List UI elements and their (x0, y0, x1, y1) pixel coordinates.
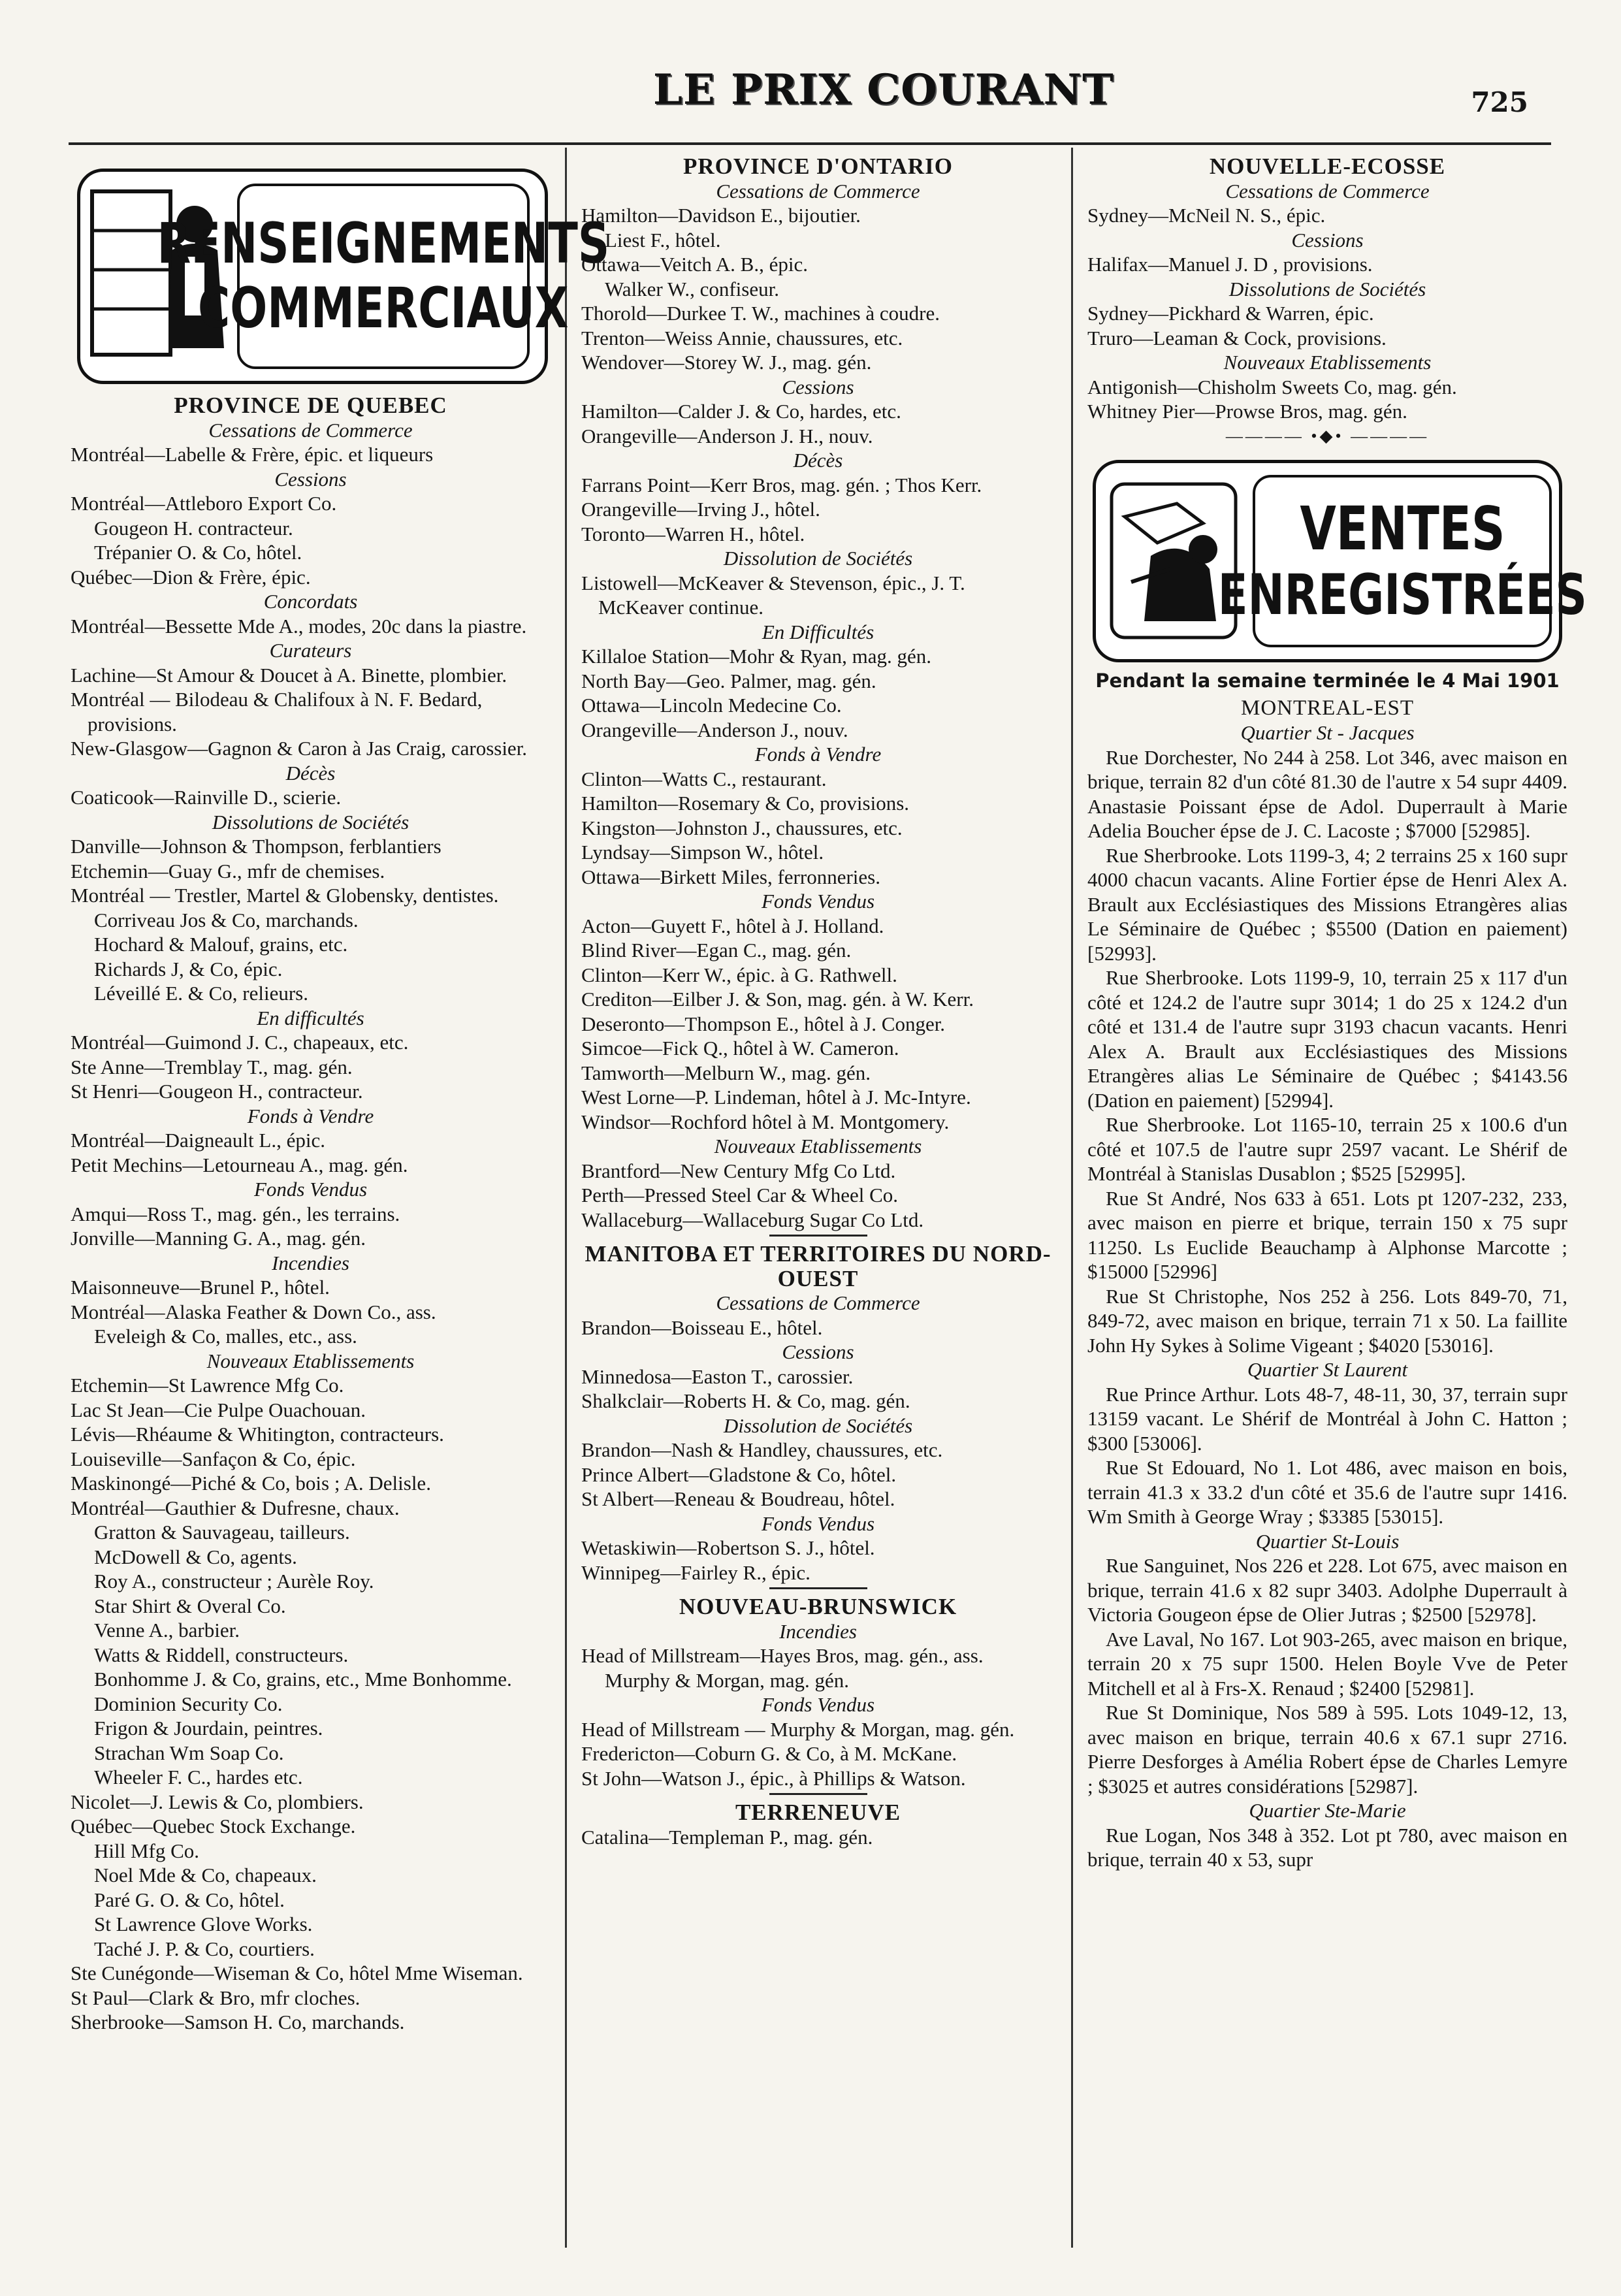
section-heading: TERRENEUVE (735, 1800, 901, 1825)
subsection-heading: Fonds Vendus (761, 890, 875, 913)
subsection-heading: Nouveaux Etablissements (714, 1135, 922, 1157)
listing-entry: Richards J, & Co, épic. (94, 957, 283, 980)
banner-ventes (1093, 460, 1587, 662)
listing-entry: Kingston—Johnston J., chaussures, etc. (581, 816, 903, 839)
listing-entry: Blind River—Egan C., mag. gén. (581, 939, 852, 962)
listing-entry: Deseronto—Thompson E., hôtel à J. Conger. (581, 1012, 946, 1035)
listing-entry: Trépanier O. & Co, hôtel. (94, 541, 302, 564)
banner-line-2: ENREGISTRÉES (1217, 562, 1587, 628)
listing-entry: Eveleigh & Co, malles, etc., ass. (94, 1325, 357, 1348)
listing-entry: Orangeville—Anderson J., nouv. (581, 718, 848, 741)
ornament-divider: ———— •◆• ———— (1225, 426, 1430, 445)
listing-entry: Fredericton—Coburn G. & Co, à M. McKane. (581, 1742, 957, 1765)
listing-entry: Clinton—Watts C., restaurant. (581, 767, 827, 790)
listing-entry: Whitney Pier—Prowse Bros, mag. gén. (1087, 400, 1407, 423)
listing-entry: Truro—Leaman & Cock, provisions. (1087, 326, 1387, 349)
property-sale-entry: Rue Sherbrooke. Lot 1165-10, terrain 25 x 100.6 d'un côté et 107.5 de l'autre supr 2597 vacant. Le Shérif de Montréal à Stanislas Dusablon ; $525 [52995]. (1087, 1113, 1567, 1185)
subsection-heading: Fonds Vendus (761, 1693, 875, 1716)
property-sale-entry: Ave Laval, No 167. Lot 903-265, avec maison en brique, terrain 20 x 75 supr 1500. Helen Boyle Vve de Peter Mitchell et al à Frs-X. Renaud ; $2400 [52981]. (1087, 1627, 1567, 1700)
listing-entry: New-Glasgow—Gagnon & Caron à Jas Craig, carossier. (71, 737, 528, 760)
listing-entry: Dominion Security Co. (94, 1692, 283, 1715)
listing-entry: Lac St Jean—Cie Pulpe Ouachouan. (71, 1398, 366, 1421)
listing-entry: Murphy & Morgan, mag. gén. (605, 1668, 849, 1692)
listing-entry: Liest F., hôtel. (605, 228, 721, 251)
subsection-heading: Décès (793, 449, 843, 472)
listing-entry: Killaloe Station—Mohr & Ryan, mag. gén. (581, 645, 932, 668)
listing-entry: St John—Watson J., épic., à Phillips & Watson. (581, 1766, 966, 1790)
column-nova-scotia-sales (1087, 154, 1587, 1872)
listing-entry: Noel Mde & Co, chapeaux. (94, 1864, 317, 1886)
listing-entry: Listowell—McKeaver & Stevenson, épic., J. T. McKeaver continue. (581, 571, 965, 619)
sales-entries (1087, 669, 1567, 1872)
listing-entry: Hamilton—Rosemary & Co, provisions. (581, 792, 910, 815)
banner-text-box (157, 184, 610, 369)
property-sale-entry: Rue Dorchester, No 244 à 258. Lot 346, avec maison en brique, terrain 82 d'un côté 81.30 de l'autre x 54 supr 4409. Anastasie Poissant épse de Adol. Duperrault à Marie Adelia Boucher épse de J. C. Lacoste ; $7000 [52985]. (1087, 745, 1567, 842)
listing-entry: Ottawa—Lincoln Medecine Co. (581, 694, 842, 717)
listing-entry: Ste Cunégonde—Wiseman & Co, hôtel Mme Wiseman. (71, 1962, 523, 1984)
header-rule (69, 142, 1551, 145)
listing-entry: Head of Millstream—Hayes Bros, mag. gén., ass. (581, 1644, 984, 1667)
listing-entry: Simcoe—Fick Q., hôtel à W. Cameron. (581, 1037, 899, 1059)
listing-entry: Clinton—Kerr W., épic. à G. Rathwell. (581, 963, 897, 986)
listing-entry: Brantford—New Century Mfg Co Ltd. (581, 1159, 896, 1182)
subsection-heading: Dissolution de Sociétés (723, 1414, 913, 1437)
property-sale-entry: Rue St André, Nos 633 à 651. Lots pt 1207-232, 233, avec maison en pierre et brique, terrain 150 x 75 supr 11250. Ls Euclide Beauchamp à Alphonse Marcotte ; $15000 [52996] (1087, 1186, 1567, 1283)
page-number: 725 (1471, 86, 1528, 118)
listing-entry: Lévis—Rhéaume & Whitington, contracteurs. (71, 1423, 444, 1446)
listing-entry: Hochard & Malouf, grains, etc. (94, 933, 348, 956)
listing-entry: Québec—Dion & Frère, épic. (71, 565, 311, 589)
listing-entry: Brandon—Boisseau E., hôtel. (581, 1316, 823, 1339)
column-quebec (71, 154, 610, 2035)
listing-entry: Orangeville—Irving J., hôtel. (581, 498, 820, 521)
subsection-heading: Dissolution de Sociétés (723, 547, 913, 570)
property-sale-entry: Rue Sanguinet, Nos 226 et 228. Lot 675, avec maison en brique, terrain 41.6 x 82 supr 3403. Adolphe Duperrault à Victoria Gougeon épse de Olier Jutras ; $2500 [52978]. (1087, 1554, 1567, 1626)
listing-entry: Tamworth—Melburn W., mag. gén. (581, 1061, 871, 1084)
listing-entry: Walker W., confiseur. (605, 277, 779, 300)
listing-entry: Minnedosa—Easton T., carossier. (581, 1365, 854, 1388)
property-sale-entry: Rue St Christophe, Nos 252 à 256. Lots 849-70, 71, 849-72, avec maison en brique, terrain 71 x 50. La faillite John Hy Sykes à Solime Vigeant ; $4020 [53016]. (1087, 1284, 1567, 1357)
listing-entry: Toronto—Warren H., hôtel. (581, 522, 805, 545)
listing-entry: Head of Millstream — Murphy & Morgan, mag. gén. (581, 1717, 1015, 1741)
nova-scotia-entries (1087, 154, 1567, 448)
listing-entry: Farrans Point—Kerr Bros, mag. gén. ; Thos Kerr. (581, 473, 982, 496)
listing-entry: Lachine—St Amour & Doucet à A. Binette, plombier. (71, 663, 507, 687)
listing-entry: Nicolet—J. Lewis & Co, plombiers. (71, 1790, 364, 1813)
listing-entry: Brandon—Nash & Handley, chaussures, etc. (581, 1438, 943, 1461)
subsection-heading: Fonds à Vendre (754, 743, 882, 766)
listing-entry: Hamilton—Davidson E., bijoutier. (581, 204, 861, 227)
listing-entry: Corriveau Jos & Co, marchands. (94, 908, 359, 931)
listing-entry: Louiseville—Sanfaçon & Co, épic. (71, 1447, 356, 1470)
listing-entry: Jonville—Manning G. A., mag. gén. (71, 1227, 366, 1250)
listing-entry: Maskinongé—Piché & Co, bois ; A. Delisle. (71, 1472, 431, 1495)
listing-entry: North Bay—Geo. Palmer, mag. gén. (581, 669, 876, 692)
subsection-heading: Cessions (782, 375, 854, 398)
subsection-heading: Dissolutions de Sociétés (212, 810, 409, 833)
subsection-heading: Quartier St-Louis (1255, 1529, 1400, 1553)
listing-entry: Windsor—Rochford hôtel à M. Montgomery. (581, 1110, 950, 1133)
listing-entry: Ottawa—Birkett Miles, ferronneries. (581, 865, 880, 888)
listing-entry: Montréal—Gauthier & Dufresne, chaux. (71, 1496, 400, 1519)
listing-entry: Frigon & Jourdain, peintres. (94, 1717, 323, 1739)
section-rule (769, 1587, 867, 1589)
listing-entry: Ste Anne—Tremblay T., mag. gén. (71, 1055, 353, 1078)
quebec-entries (71, 393, 551, 2035)
property-sale-entry: Rue Sherbrooke. Lots 1199-9, 10, terrain 25 x 117 d'un côté et 124.2 de l'autre supr 3014; 1 do 25 x 124.2 d'un côté et 131.4 de l'autre supr 3193 chacun vacants. Henri Alex A. Brault aux Ecclésiastiques des Missions Etrangères alias Le Séminaire de Québec ; $4143.56 (Dation en paiement) [52994]. (1087, 966, 1567, 1112)
listing-entry: Sherbrooke—Samson H. Co, marchands. (71, 2011, 405, 2033)
listing-entry: Star Shirt & Overal Co. (94, 1594, 286, 1617)
listing-entry: St Lawrence Glove Works. (94, 1913, 313, 1935)
listing-entry: Crediton—Eilber J. & Son, mag. gén. à W. Kerr. (581, 988, 974, 1011)
listing-entry: Petit Mechins—Letourneau A., mag. gén. (71, 1153, 408, 1176)
section-rule (769, 1235, 867, 1237)
banner-renseignements (77, 169, 610, 384)
property-sale-entry: Rue Logan, Nos 348 à 352. Lot pt 780, avec maison en brique, terrain 40 x 53, supr (1087, 1823, 1567, 1871)
listing-entry: Sydney—Pickhard & Warren, épic. (1087, 302, 1374, 325)
listing-entry: Wallaceburg—Wallaceburg Sugar Co Ltd. (581, 1208, 924, 1231)
listing-entry: Etchemin—Guay G., mfr de chemises. (71, 859, 385, 882)
listing-entry: Montréal—Attleboro Export Co. (71, 492, 337, 515)
banner-line-2: COMMERCIAUX (198, 276, 569, 341)
subsection-heading: Curateurs (269, 639, 352, 662)
listing-entry: Montréal — Trestler, Martel & Globensky, dentistes. (71, 884, 499, 907)
property-sale-entry: Rue Sherbrooke. Lots 1199-3, 4; 2 terrains 25 x 160 supr 4000 chacun vacants. Aline Fortier épse de Henri Alex A. Brault aux Ecclésiastiques des Missions Etrangères alias Le Séminaire de Québec ; $5500 (Dation en paiement) [52993]. (1087, 843, 1567, 965)
section-heading: PROVINCE DE QUEBEC (174, 393, 447, 418)
listing-entry: Hamilton—Calder J. & Co, hardes, etc. (581, 400, 901, 423)
subsection-heading: Cessations de Commerce (1225, 179, 1430, 202)
subsection-heading: En Difficultés (762, 620, 875, 643)
subsection-heading: Quartier Ste-Marie (1249, 1799, 1406, 1822)
listing-entry: Catalina—Templeman P., mag. gén. (581, 1825, 873, 1849)
week-caption: Pendant la semaine terminée le 4 Mai 1901 (1095, 670, 1560, 692)
district-heading: MONTREAL-EST (1241, 696, 1414, 720)
listing-entry: Danville—Johnson & Thompson, ferblantiers (71, 835, 441, 858)
listing-entry: St Paul—Clark & Bro, mfr cloches. (71, 1986, 361, 2009)
banner-text-box (1217, 475, 1587, 647)
listing-entry: Venne A., barbier. (94, 1619, 240, 1641)
listing-entry: Taché J. P. & Co, courtiers. (94, 1937, 315, 1960)
listing-entry: Perth—Pressed Steel Car & Wheel Co. (581, 1184, 899, 1206)
listing-entry: Montréal — Bilodeau & Chalifoux à N. F. Bedard, provisions. (71, 688, 483, 736)
listing-entry: Winnipeg—Fairley R., épic. (581, 1560, 810, 1584)
listing-entry: Gratton & Sauvageau, tailleurs. (94, 1521, 350, 1544)
listing-entry: Montréal—Daigneault L., épic. (71, 1129, 325, 1152)
listing-entry: Paré G. O. & Co, hôtel. (94, 1888, 285, 1911)
section-heading: PROVINCE D'ONTARIO (682, 154, 954, 179)
subsection-heading: Nouveaux Etablissements (206, 1349, 415, 1372)
listing-entry: Montréal—Bessette Mde A., modes, 20c dans la piastre. (71, 614, 527, 638)
listing-entry: Wetaskiwin—Robertson S. J., hôtel. (581, 1536, 875, 1559)
subsection-heading: Cessations de Commerce (208, 418, 413, 442)
listing-entry: Thorold—Durkee T. W., machines à coudre. (581, 302, 940, 325)
listing-entry: Antigonish—Chisholm Sweets Co, mag. gén. (1087, 375, 1457, 398)
listing-entry: Etchemin—St Lawrence Mfg Co. (71, 1374, 344, 1397)
column-divider-2 (1071, 148, 1073, 2248)
subsection-heading: Fonds Vendus (253, 1178, 368, 1201)
listing-entry: Strachan Wm Soap Co. (94, 1741, 284, 1764)
listing-entry: Orangeville—Anderson J. H., nouv. (581, 424, 873, 447)
subsection-heading: Dissolutions de Sociétés (1228, 277, 1426, 300)
subsection-heading: Cessions (1291, 228, 1364, 251)
listing-entry: Watts & Riddell, constructeurs. (94, 1643, 349, 1666)
listing-entry: McDowell & Co, agents. (94, 1545, 297, 1568)
listing-entry: Québec—Quebec Stock Exchange. (71, 1815, 356, 1837)
property-sale-entry: Rue St Edouard, No 1. Lot 486, avec maison en bois, terrain 41.3 x 33.2 d'un côté et 35.6 de l'autre supr 1416. Wm Smith à George Wray ; $3385 [53015]. (1087, 1456, 1567, 1528)
listing-entry: Prince Albert—Gladstone & Co, hôtel. (581, 1463, 897, 1486)
subsection-heading: Fonds Vendus (761, 1512, 875, 1535)
ontario-entries (581, 154, 1055, 1849)
listing-entry: Maisonneuve—Brunel P., hôtel. (71, 1276, 330, 1299)
listing-entry: Léveillé E. & Co, relieurs. (94, 982, 308, 1005)
listing-entry: Coaticook—Rainville D., scierie. (71, 786, 342, 809)
subsection-heading: Cessations de Commerce (716, 1291, 920, 1314)
listing-entry: Wheeler F. C., hardes etc. (94, 1766, 303, 1788)
subsection-heading: Incendies (779, 1619, 857, 1643)
listing-entry: Gougeon H. contracteur. (94, 516, 293, 540)
subsection-heading: Quartier St - Jacques (1240, 721, 1415, 744)
subsection-heading: Nouveaux Etablissements (1223, 351, 1432, 374)
masthead (0, 0, 1621, 131)
subsection-heading: Cessions (782, 1340, 854, 1363)
section-heading: NOUVEAU-BRUNSWICK (679, 1594, 957, 1619)
subsection-heading: Fonds à Vendre (247, 1104, 374, 1127)
section-rule (769, 1793, 867, 1795)
listing-entry: Trenton—Weiss Annie, chaussures, etc. (581, 326, 903, 349)
subsection-heading: Décès (285, 761, 336, 784)
subsection-heading: Quartier St Laurent (1247, 1358, 1408, 1381)
subsection-heading: Incendies (272, 1251, 349, 1274)
banner-line-1: VENTES (1299, 493, 1505, 564)
listing-entry: Montréal—Labelle & Frère, épic. et liqueurs (71, 443, 434, 466)
listing-entry: Montréal—Guimond J. C., chapeaux, etc. (71, 1031, 409, 1054)
section-heading: NOUVELLE-ECOSSE (1209, 154, 1446, 179)
section-heading: MANITOBA ET TERRITOIRES DU NORD-OUEST (585, 1241, 1051, 1291)
property-sale-entry: Rue Prince Arthur. Lots 48-7, 48-11, 30, 37, terrain supr 13159 vacant. Le Shérif de Montréal à John C. Hatton ; $300 [53006]. (1087, 1382, 1567, 1455)
subsection-heading: Cessions (274, 467, 347, 491)
listing-entry: Shalkclair—Roberts H. & Co, mag. gén. (581, 1389, 910, 1412)
masthead-logo: LE PRIX COURANT (653, 65, 1114, 114)
subsection-heading: Concordats (263, 590, 358, 613)
column-ontario-west (581, 154, 1055, 1849)
subsection-heading: Cessations de Commerce (716, 179, 920, 202)
listing-entry: St Albert—Reneau & Boudreau, hôtel. (581, 1487, 895, 1510)
listing-entry: Bonhomme J. & Co, grains, etc., Mme Bonhomme. (94, 1668, 512, 1690)
listing-entry: West Lorne—P. Lindeman, hôtel à J. Mc-Intyre. (581, 1086, 971, 1108)
listing-entry: Montréal—Alaska Feather & Down Co., ass. (71, 1300, 436, 1323)
listing-entry: Amqui—Ross T., mag. gén., les terrains. (71, 1202, 400, 1225)
listing-entry: Lyndsay—Simpson W., hôtel. (581, 841, 824, 864)
listing-entry: St Henri—Gougeon H., contracteur. (71, 1080, 363, 1103)
listing-entry: Halifax—Manuel J. D , provisions. (1087, 253, 1373, 276)
property-sale-entry: Rue St Dominique, Nos 589 à 595. Lots 1049-12, 13, avec maison en brique, terrain 40.6 x 67.1 supr 2716. Pierre Desforges à Amélia Robert épse de Charles Lemyre ; $3025 et autres considérations [52987]. (1087, 1701, 1567, 1798)
listing-entry: Acton—Guyett F., hôtel à J. Holland. (581, 914, 884, 937)
banner-line-1: RENSEIGNEMENTS (157, 211, 610, 277)
listing-entry: Ottawa—Veitch A. B., épic. (581, 253, 808, 276)
subsection-heading: En difficultés (257, 1006, 364, 1029)
listing-entry: Wendover—Storey W. J., mag. gén. (581, 351, 872, 374)
listing-entry: Hill Mfg Co. (94, 1839, 200, 1862)
listing-entry: Roy A., constructeur ; Aurèle Roy. (94, 1570, 374, 1593)
column-divider-1 (565, 148, 567, 2248)
listing-entry: Sydney—McNeil N. S., épic. (1087, 204, 1326, 227)
